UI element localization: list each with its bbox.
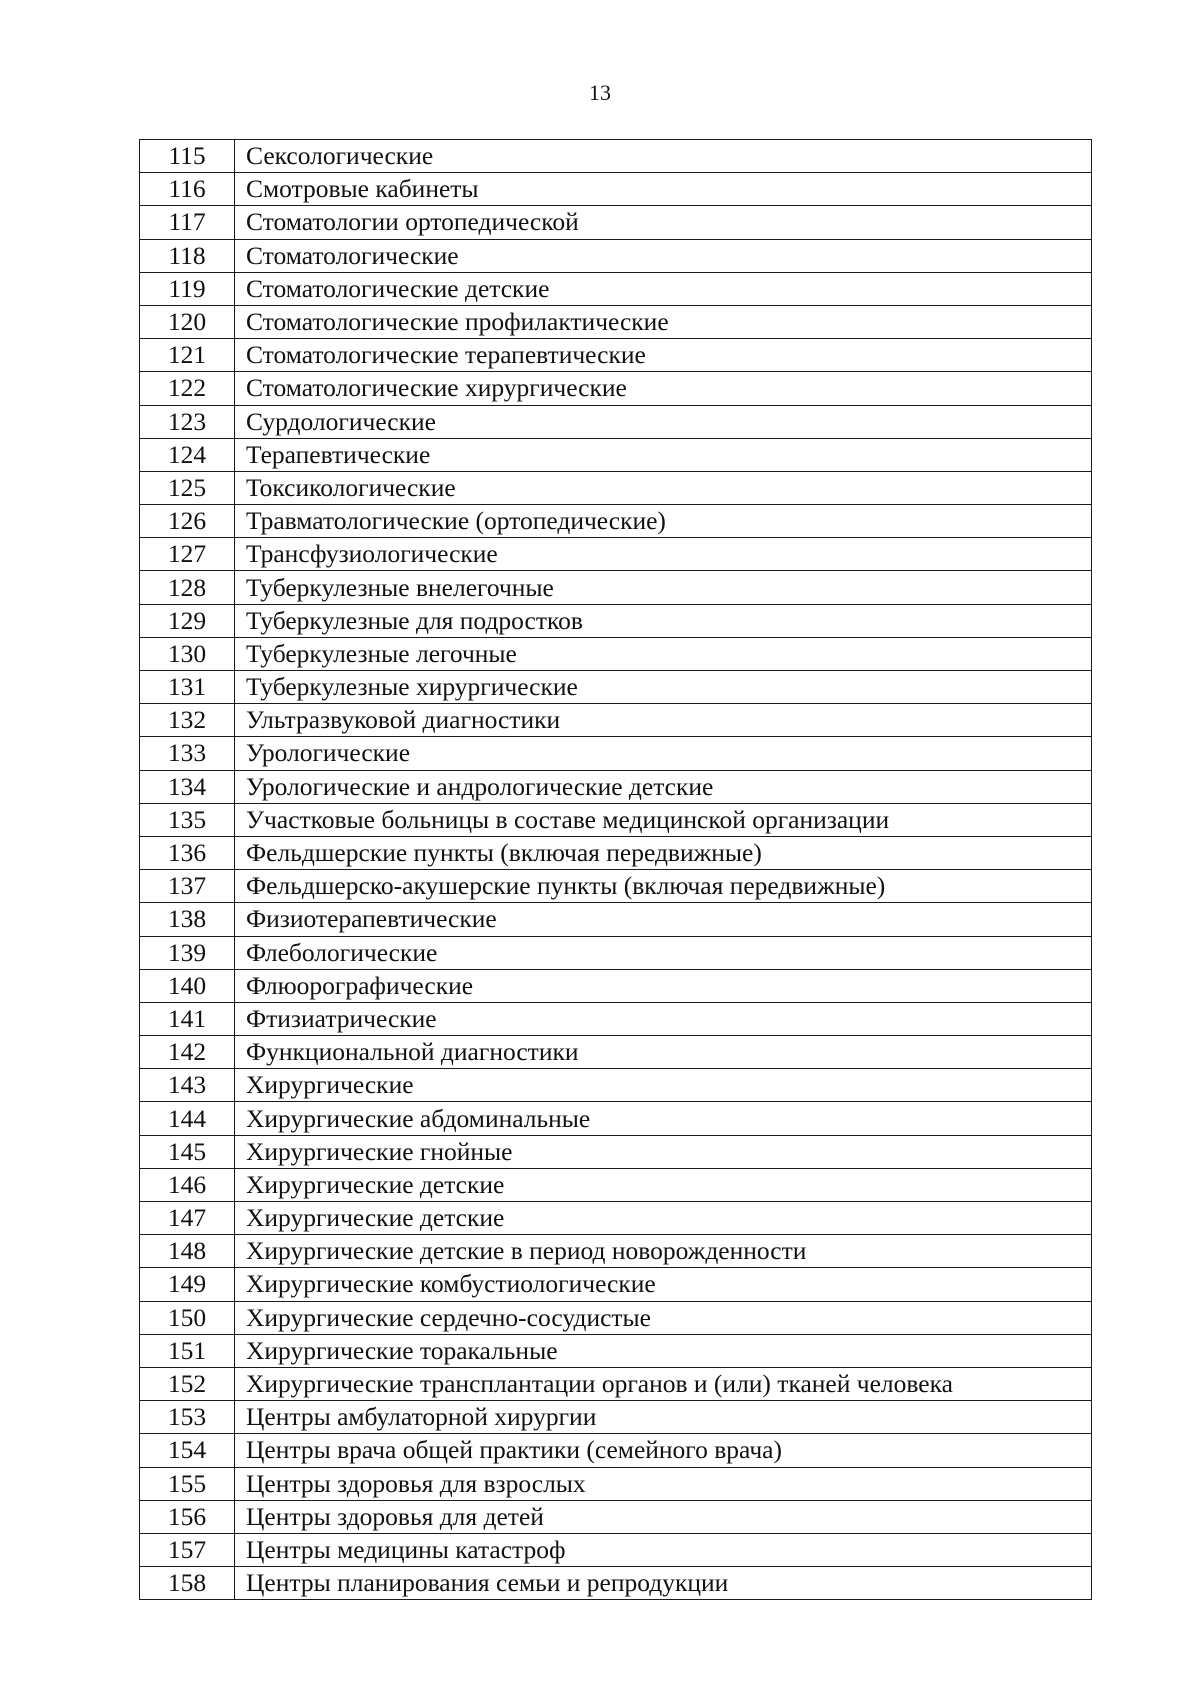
row-number-cell: 142	[140, 1036, 235, 1069]
row-number-cell: 145	[140, 1135, 235, 1168]
row-name-cell: Токсикологические	[235, 471, 1092, 504]
row-number-cell: 123	[140, 405, 235, 438]
table-row	[140, 173, 1092, 206]
row-name-cell: Функциональной диагностики	[235, 1036, 1092, 1069]
table-row	[140, 1135, 1092, 1168]
table-row	[140, 1301, 1092, 1334]
row-number-cell: 130	[140, 637, 235, 670]
unit-list-table	[139, 139, 1092, 1600]
row-number-cell: 157	[140, 1533, 235, 1566]
table-row	[140, 505, 1092, 538]
row-name-cell: Центры медицины катастроф	[235, 1533, 1092, 1566]
row-number-cell: 117	[140, 206, 235, 239]
row-name-cell: Стоматологические профилактические	[235, 305, 1092, 338]
table-row	[140, 803, 1092, 836]
table-row	[140, 1036, 1092, 1069]
table-row	[140, 140, 1092, 173]
row-name-cell: Центры врача общей практики (семейного врача)	[235, 1434, 1092, 1467]
table-row	[140, 471, 1092, 504]
row-name-cell: Флебологические	[235, 936, 1092, 969]
row-number-cell: 136	[140, 836, 235, 869]
table-row	[140, 1467, 1092, 1500]
row-number-cell: 121	[140, 339, 235, 372]
row-name-cell: Фельдшерские пункты (включая передвижные)	[235, 836, 1092, 869]
row-number-cell: 156	[140, 1500, 235, 1533]
row-name-cell: Центры планирования семьи и репродукции	[235, 1567, 1092, 1600]
row-number-cell: 154	[140, 1434, 235, 1467]
table-row	[140, 870, 1092, 903]
row-name-cell: Хирургические сердечно-сосудистые	[235, 1301, 1092, 1334]
row-name-cell: Трансфузиологические	[235, 538, 1092, 571]
row-number-cell: 147	[140, 1202, 235, 1235]
table-row	[140, 936, 1092, 969]
row-name-cell: Фтизиатрические	[235, 1002, 1092, 1035]
table-row	[140, 405, 1092, 438]
row-name-cell: Урологические и андрологические детские	[235, 770, 1092, 803]
row-name-cell: Хирургические детские	[235, 1202, 1092, 1235]
row-number-cell: 143	[140, 1069, 235, 1102]
row-name-cell: Хирургические абдоминальные	[235, 1102, 1092, 1135]
row-name-cell: Хирургические комбустиологические	[235, 1268, 1092, 1301]
row-name-cell: Ультразвуковой диагностики	[235, 704, 1092, 737]
row-name-cell: Участковые больницы в составе медицинской организации	[235, 803, 1092, 836]
row-name-cell: Сексологические	[235, 140, 1092, 173]
row-name-cell: Физиотерапевтические	[235, 903, 1092, 936]
table-row	[140, 571, 1092, 604]
row-number-cell: 138	[140, 903, 235, 936]
row-number-cell: 158	[140, 1567, 235, 1600]
table-row	[140, 1002, 1092, 1035]
table-row	[140, 1069, 1092, 1102]
table-row	[140, 1102, 1092, 1135]
table-row	[140, 604, 1092, 637]
row-name-cell: Флюорографические	[235, 969, 1092, 1002]
row-name-cell: Смотровые кабинеты	[235, 173, 1092, 206]
row-name-cell: Стоматологические детские	[235, 272, 1092, 305]
row-number-cell: 119	[140, 272, 235, 305]
table-row	[140, 1434, 1092, 1467]
row-number-cell: 151	[140, 1334, 235, 1367]
table-row	[140, 1500, 1092, 1533]
row-number-cell: 153	[140, 1401, 235, 1434]
row-number-cell: 140	[140, 969, 235, 1002]
row-number-cell: 132	[140, 704, 235, 737]
row-name-cell: Туберкулезные хирургические	[235, 671, 1092, 704]
table-row	[140, 1202, 1092, 1235]
table-row	[140, 206, 1092, 239]
row-number-cell: 128	[140, 571, 235, 604]
row-number-cell: 129	[140, 604, 235, 637]
row-number-cell: 126	[140, 505, 235, 538]
row-name-cell: Хирургические детские в период новорожденности	[235, 1235, 1092, 1268]
page-number: 13	[589, 80, 611, 105]
row-number-cell: 131	[140, 671, 235, 704]
row-number-cell: 144	[140, 1102, 235, 1135]
table-row	[140, 836, 1092, 869]
row-number-cell: 118	[140, 239, 235, 272]
row-number-cell: 137	[140, 870, 235, 903]
table-row	[140, 305, 1092, 338]
row-name-cell: Травматологические (ортопедические)	[235, 505, 1092, 538]
row-name-cell: Туберкулезные легочные	[235, 637, 1092, 670]
table-row	[140, 770, 1092, 803]
row-number-cell: 124	[140, 438, 235, 471]
table-row	[140, 671, 1092, 704]
row-number-cell: 141	[140, 1002, 235, 1035]
row-name-cell: Урологические	[235, 737, 1092, 770]
table-row	[140, 637, 1092, 670]
table-row	[140, 339, 1092, 372]
row-name-cell: Стоматологические	[235, 239, 1092, 272]
table-row	[140, 1401, 1092, 1434]
row-number-cell: 120	[140, 305, 235, 338]
row-number-cell: 150	[140, 1301, 235, 1334]
row-name-cell: Центры здоровья для детей	[235, 1500, 1092, 1533]
row-number-cell: 134	[140, 770, 235, 803]
row-name-cell: Хирургические детские	[235, 1168, 1092, 1201]
table-row	[140, 903, 1092, 936]
row-number-cell: 146	[140, 1168, 235, 1201]
row-number-cell: 139	[140, 936, 235, 969]
table-row	[140, 1235, 1092, 1268]
row-name-cell: Терапевтические	[235, 438, 1092, 471]
row-name-cell: Хирургические трансплантации органов и (или) тканей человека	[235, 1367, 1092, 1400]
row-number-cell: 122	[140, 372, 235, 405]
row-name-cell: Центры здоровья для взрослых	[235, 1467, 1092, 1500]
table-row	[140, 538, 1092, 571]
row-name-cell: Сурдологические	[235, 405, 1092, 438]
table-row	[140, 1567, 1092, 1600]
row-name-cell: Фельдшерско-акушерские пункты (включая передвижные)	[235, 870, 1092, 903]
row-name-cell: Стоматологические хирургические	[235, 372, 1092, 405]
row-name-cell: Туберкулезные для подростков	[235, 604, 1092, 637]
row-number-cell: 148	[140, 1235, 235, 1268]
row-name-cell: Стоматологические терапевтические	[235, 339, 1092, 372]
row-name-cell: Хирургические торакальные	[235, 1334, 1092, 1367]
table-row	[140, 438, 1092, 471]
row-number-cell: 149	[140, 1268, 235, 1301]
row-number-cell: 135	[140, 803, 235, 836]
table-body	[140, 140, 1092, 1600]
row-number-cell: 115	[140, 140, 235, 173]
table-row	[140, 704, 1092, 737]
table-row	[140, 1168, 1092, 1201]
row-name-cell: Хирургические	[235, 1069, 1092, 1102]
row-number-cell: 127	[140, 538, 235, 571]
table-row	[140, 1268, 1092, 1301]
table-row	[140, 239, 1092, 272]
table-row	[140, 1334, 1092, 1367]
table-row	[140, 969, 1092, 1002]
row-name-cell: Центры амбулаторной хирургии	[235, 1401, 1092, 1434]
table-row	[140, 372, 1092, 405]
table-row	[140, 1367, 1092, 1400]
row-number-cell: 125	[140, 471, 235, 504]
row-number-cell: 155	[140, 1467, 235, 1500]
table-row	[140, 1533, 1092, 1566]
row-number-cell: 133	[140, 737, 235, 770]
row-number-cell: 116	[140, 173, 235, 206]
table-row	[140, 272, 1092, 305]
table-row	[140, 737, 1092, 770]
row-name-cell: Туберкулезные внелегочные	[235, 571, 1092, 604]
row-name-cell: Стоматологии ортопедической	[235, 206, 1092, 239]
row-number-cell: 152	[140, 1367, 235, 1400]
row-name-cell: Хирургические гнойные	[235, 1135, 1092, 1168]
